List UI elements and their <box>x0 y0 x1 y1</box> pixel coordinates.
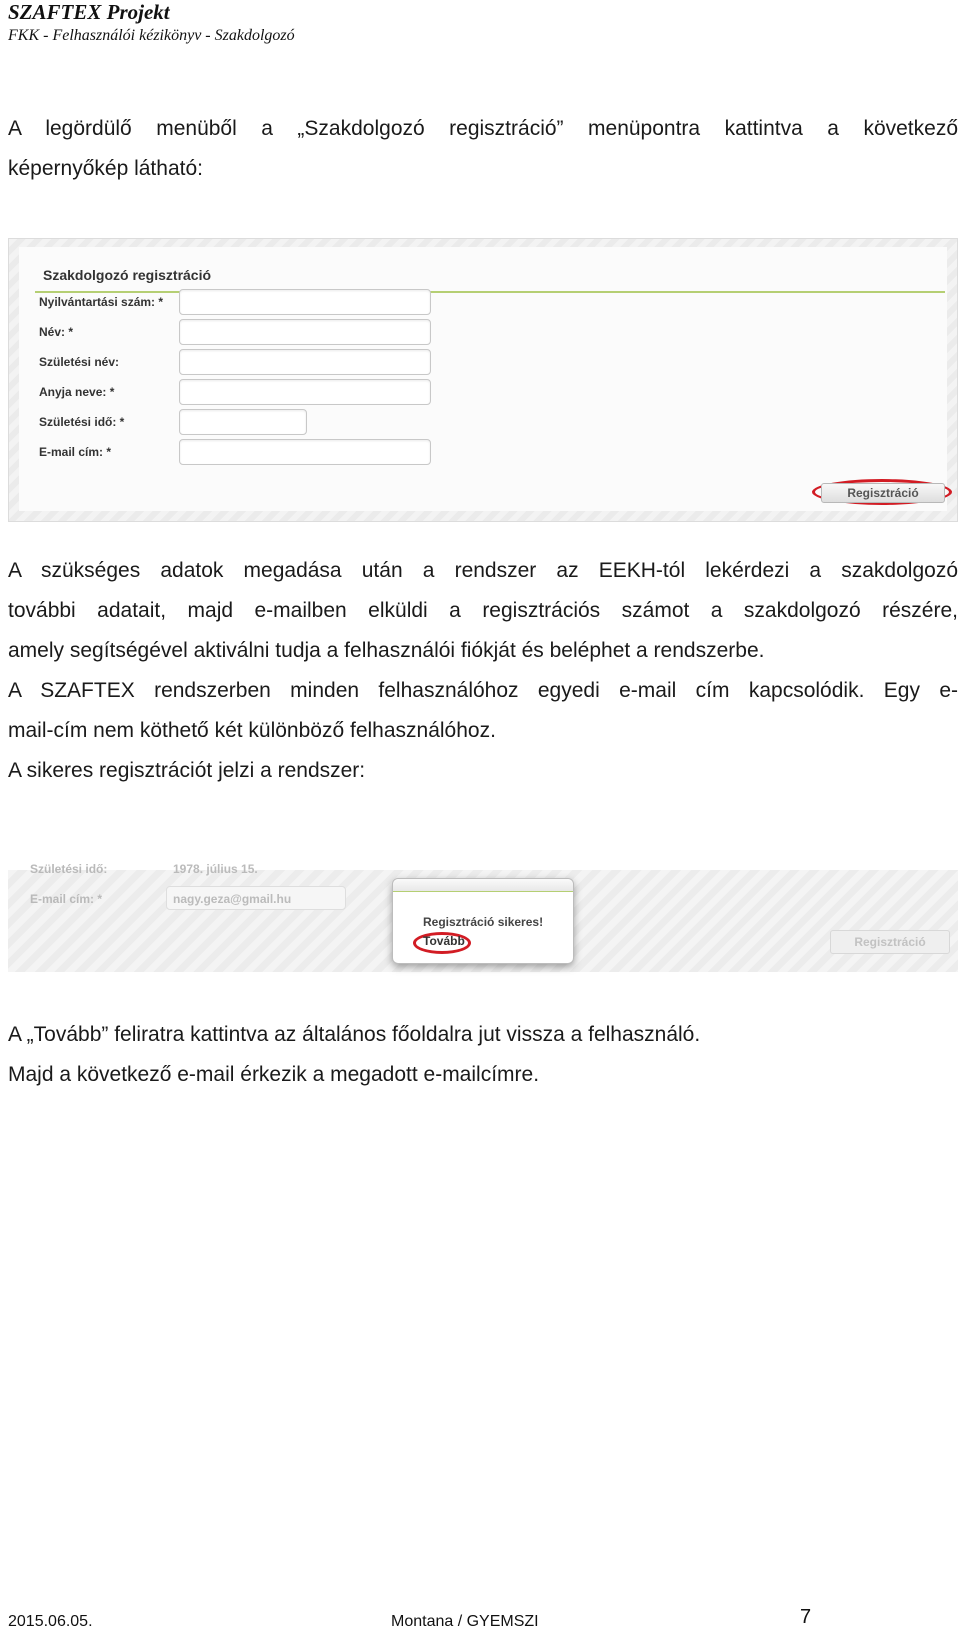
intro-line-1: A legördülő menüből a „Szakdolgozó regisztráció” menüpontra kattintva a következő <box>8 117 958 140</box>
body-line: mail-cím nem köthető két különböző felhasználóhoz. <box>8 719 496 742</box>
field-label: E-mail cím: * <box>39 445 112 459</box>
registration-form-screenshot <box>8 238 958 522</box>
bg-birthdate-label: Születési idő: <box>30 862 108 876</box>
outro-paragraph <box>8 1015 958 1095</box>
intro-line-2: képernyőkép látható: <box>8 157 203 180</box>
dialog-title-bar <box>393 879 573 892</box>
field-label: Születési név: <box>39 355 120 369</box>
body-line: A SZAFTEX rendszerben minden felhasználóhoz egyedi e-mail cím kapcsolódik. Egy e- <box>8 679 958 702</box>
doc-subtitle: FKK - Felhasználói kézikönyv - Szakdolgozó <box>8 27 295 44</box>
body-line: A sikeres regisztrációt jelzi a rendszer: <box>8 759 366 782</box>
form-panel <box>19 247 947 511</box>
footer-date: 2015.06.05. <box>8 1613 93 1630</box>
outro-line-2: Majd a következő e-mail érkezik a megadott e-mailcímre. <box>8 1063 540 1086</box>
email-input[interactable] <box>179 439 431 465</box>
register-button[interactable]: Regisztráció <box>821 483 945 503</box>
name-input[interactable] <box>179 319 431 345</box>
intro-paragraph <box>8 109 958 189</box>
field-label: Anyja neve: * <box>39 385 115 399</box>
outro-line-1: A „Tovább” feliratra kattintva az általános főoldalra jut vissza a felhasználó. <box>8 1023 701 1046</box>
doc-title: SZAFTEX Projekt <box>8 0 170 24</box>
success-message: Regisztráció sikeres! <box>423 915 544 929</box>
birth-name-input[interactable] <box>179 349 431 375</box>
registry-number-input[interactable] <box>179 289 431 315</box>
body-paragraph <box>8 551 958 791</box>
mother-name-input[interactable] <box>179 379 431 405</box>
field-label: Születési idő: * <box>39 415 125 429</box>
form-title: Szakdolgozó regisztráció <box>43 267 212 283</box>
body-line: A szükséges adatok megadása után a rendszer az EEKH-tól lekérdezi a szakdolgozó <box>8 559 958 582</box>
form-title-divider <box>35 291 945 293</box>
success-dialog <box>392 878 574 964</box>
field-label: Nyilvántartási szám: * <box>39 295 164 309</box>
bg-register-button: Regisztráció <box>830 930 950 954</box>
body-line: amely segítségével aktiválni tudja a felhasználói fiókját és beléphet a rendszerbe. <box>8 639 765 662</box>
bg-birthdate-value: 1978. július 15. <box>173 862 258 876</box>
body-line: további adatait, majd e-mailben elküldi a regisztrációs számot a szakdolgozó részére, <box>8 599 958 622</box>
continue-link[interactable]: Tovább <box>423 934 465 948</box>
field-label: Név: * <box>39 325 74 339</box>
footer-author: Montana / GYEMSZI <box>391 1613 539 1630</box>
birth-date-input[interactable] <box>179 409 307 435</box>
bg-email-label: E-mail cím: * <box>30 892 103 906</box>
bg-email-value: nagy.geza@gmail.hu <box>166 886 346 910</box>
page-number: 7 <box>800 1606 812 1628</box>
success-screenshot <box>8 862 958 972</box>
